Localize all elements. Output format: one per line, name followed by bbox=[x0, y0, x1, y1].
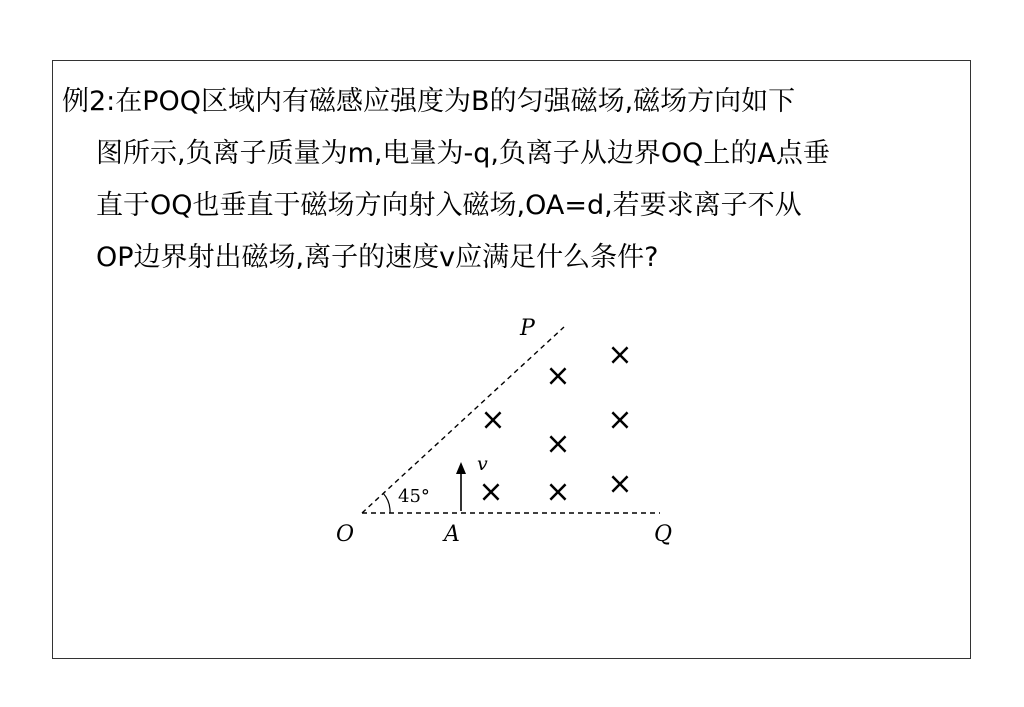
field-cross: × bbox=[545, 474, 571, 510]
problem-line-1: 例2:在POQ区域内有磁感应强度为B的匀强磁场,磁场方向如下 bbox=[62, 86, 796, 117]
field-cross: × bbox=[545, 358, 571, 394]
label-p: P bbox=[520, 316, 535, 341]
field-cross: × bbox=[607, 402, 633, 438]
velocity-arrowhead bbox=[456, 462, 466, 474]
angle-label: 45° bbox=[398, 486, 430, 507]
problem-line-2: 图所示,负离子质量为m,电量为-q,负离子从边界OQ上的A点垂 bbox=[96, 138, 830, 169]
angle-arc bbox=[383, 493, 390, 513]
field-cross: × bbox=[545, 426, 571, 462]
label-v: v bbox=[477, 453, 488, 475]
problem-text bbox=[62, 76, 962, 284]
problem-line-4: OP边界射出磁场,离子的速度v应满足什么条件? bbox=[96, 242, 659, 273]
field-cross: × bbox=[607, 337, 633, 373]
label-q: Q bbox=[654, 522, 673, 547]
field-cross: × bbox=[607, 466, 633, 502]
problem-line-3: 直于OQ也垂直于磁场方向射入磁场,OA=d,若要求离子不从 bbox=[96, 190, 802, 221]
field-marks bbox=[478, 338, 632, 510]
field-cross: × bbox=[480, 402, 506, 438]
magnetic-field-diagram bbox=[320, 310, 700, 560]
boundary-op bbox=[362, 327, 564, 513]
field-cross: × bbox=[478, 474, 504, 510]
label-o: O bbox=[336, 522, 355, 547]
label-a: A bbox=[444, 522, 460, 547]
